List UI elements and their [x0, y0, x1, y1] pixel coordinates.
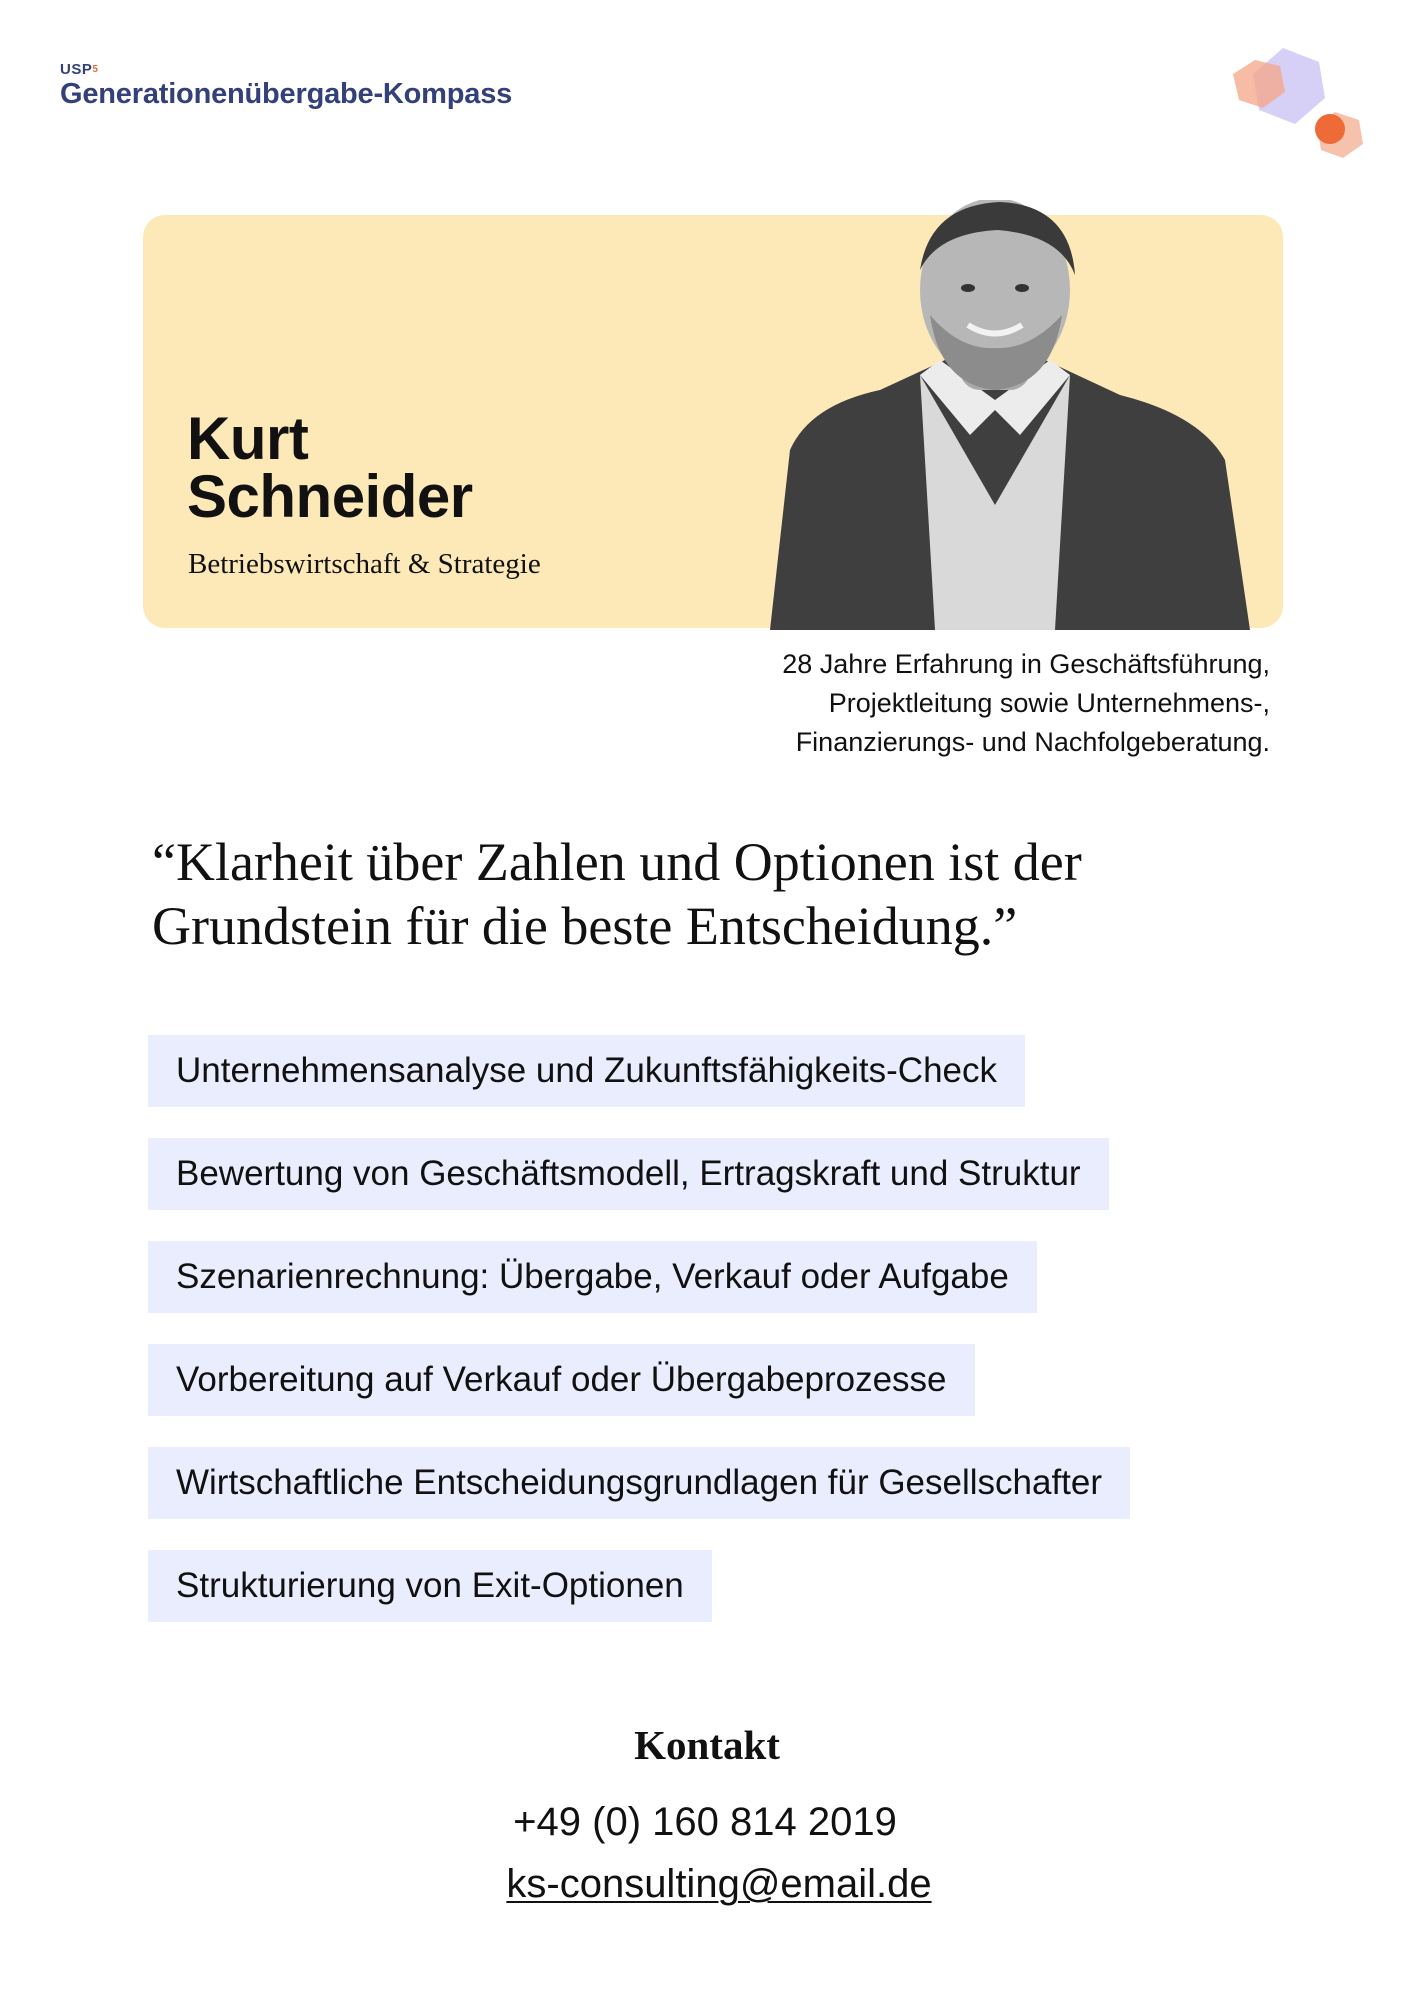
contact-email-link[interactable]: ks-consulting@email.de: [506, 1862, 932, 1906]
bio-text: [660, 645, 1270, 762]
brand-usps-label: USP$^5$: [60, 61, 99, 78]
orange-dot-shape: [1315, 114, 1345, 144]
contact-heading: Kontakt: [634, 1722, 780, 1768]
person-name: [187, 405, 473, 530]
brand-title: Generationenübergabe-Kompass: [60, 78, 513, 110]
service-item: Vorbereitung auf Verkauf oder Übergabeprozesse: [148, 1344, 975, 1416]
person-first-name: Kurt: [187, 405, 309, 472]
service-item: Unternehmensanalyse und Zukunftsfähigkeits-Check: [148, 1035, 1025, 1107]
service-item: Bewertung von Geschäftsmodell, Ertragskraft und Struktur: [148, 1138, 1109, 1210]
person-role: Betriebswirtschaft & Strategie: [188, 548, 541, 580]
person-portrait-icon: [770, 200, 1260, 630]
quote-line: Grundstein für die beste Entscheidung.”: [152, 896, 1018, 956]
service-item: Wirtschaftliche Entscheidungsgrundlagen für Gesellschafter: [148, 1447, 1130, 1519]
service-item: Strukturierung von Exit-Optionen: [148, 1550, 712, 1622]
service-item: Szenarienrechnung: Übergabe, Verkauf oder Aufgabe: [148, 1241, 1037, 1313]
quote-line: “Klarheit über Zahlen und Optionen ist der: [152, 832, 1082, 892]
quote: [152, 830, 1302, 958]
hexagon-logo-icon: [1225, 40, 1375, 170]
service-list: [148, 1035, 1130, 1653]
contact-phone[interactable]: +49 (0) 160 814 2019: [513, 1800, 897, 1844]
bio-line: Projektleitung sowie Unternehmens-,: [828, 688, 1270, 718]
contact-email-wrapper: [12, 1860, 1414, 1908]
bio-line: Finanzierungs- und Nachfolgeberatung.: [795, 727, 1270, 757]
brand: [60, 62, 512, 110]
person-last-name: Schneider: [187, 463, 473, 530]
bio-line: 28 Jahre Erfahrung in Geschäftsführung,: [782, 649, 1270, 679]
